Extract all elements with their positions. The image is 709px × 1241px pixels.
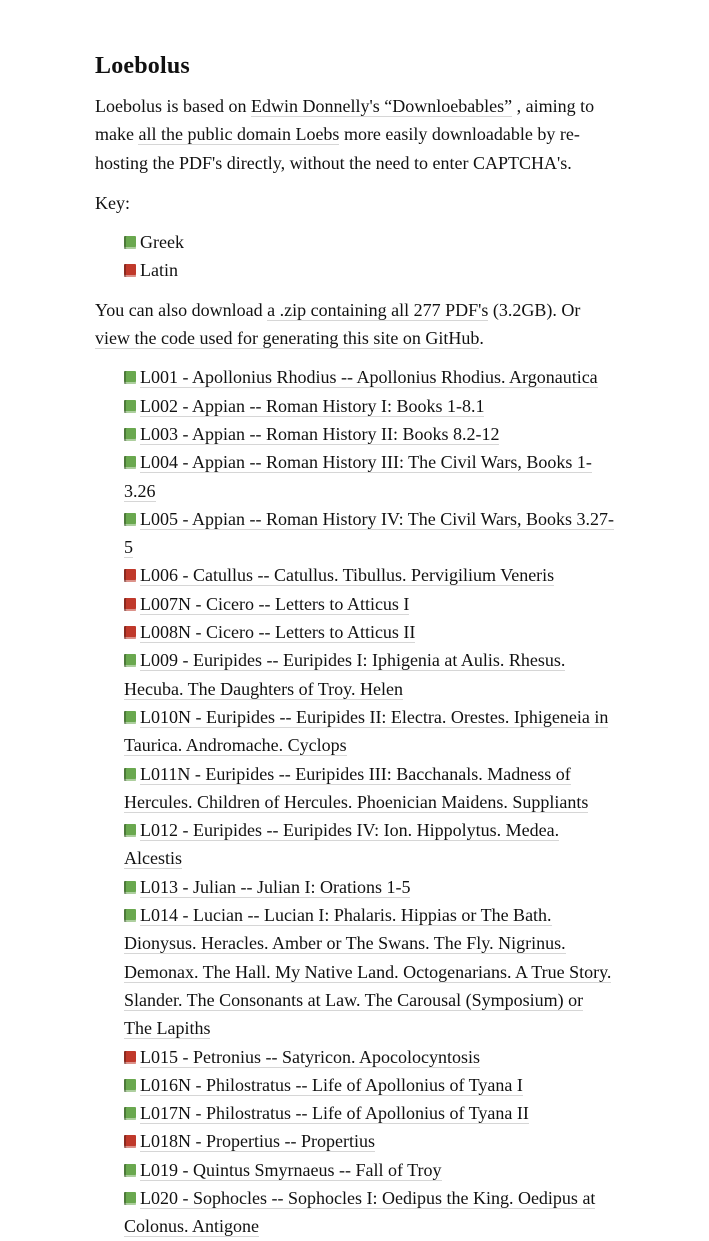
book-link[interactable]: L013 - Julian -- Julian I: Orations 1-5 bbox=[140, 876, 411, 897]
red-book-icon bbox=[124, 264, 136, 277]
red-book-icon bbox=[124, 598, 136, 611]
list-item bbox=[124, 873, 614, 901]
list-item bbox=[124, 561, 614, 589]
intro-text-after: more easily downloadable by re-hosting the PDF's directly, without the need to enter CAPTCHA's. bbox=[95, 124, 580, 173]
book-link[interactable]: L001 - Apollonius Rhodius -- Apollonius Rhodius. Argonautica bbox=[140, 367, 598, 388]
list-item bbox=[124, 901, 614, 1042]
green-book-icon bbox=[124, 768, 136, 781]
zip-download-link[interactable]: a .zip containing all 277 PDF's bbox=[267, 299, 489, 320]
key-list bbox=[95, 228, 614, 285]
book-link[interactable]: L014 - Lucian -- Lucian I: Phalaris. Hippias or The Bath. Dionysus. Heracles. Amber or The Swans. The Fly. Nigrinus. Demonax. The Hall. My Native Land. Octogenarians. A True Story. Slander. The Consonants at Law. The Carousal (Symposium) or The Lapiths bbox=[124, 905, 612, 1039]
green-book-icon bbox=[124, 1107, 136, 1120]
green-book-icon bbox=[124, 371, 136, 384]
key-item-greek bbox=[124, 228, 614, 256]
book-link[interactable]: L010N - Euripides -- Euripides II: Electra. Orestes. Iphigeneia in Taurica. Andromache. Cyclops bbox=[124, 706, 609, 756]
list-item bbox=[124, 1184, 614, 1241]
book-link[interactable]: L016N - Philostratus -- Life of Apollonius of Tyana I bbox=[140, 1074, 523, 1095]
green-book-icon bbox=[124, 909, 136, 922]
green-book-icon bbox=[124, 1164, 136, 1177]
key-item-label: Latin bbox=[140, 260, 178, 281]
book-link[interactable]: L008N - Cicero -- Letters to Atticus II bbox=[140, 622, 416, 643]
list-item bbox=[124, 1071, 614, 1099]
book-link[interactable]: L015 - Petronius -- Satyricon. Apocolocyntosis bbox=[140, 1046, 480, 1067]
key-item-latin bbox=[124, 256, 614, 284]
download-paragraph bbox=[95, 296, 614, 353]
downloebables-link[interactable]: Edwin Donnelly's “Downloebables” bbox=[250, 96, 513, 116]
list-item bbox=[124, 1127, 614, 1155]
list-item bbox=[124, 1156, 614, 1184]
red-book-icon bbox=[124, 1051, 136, 1064]
list-item bbox=[124, 816, 614, 873]
book-link[interactable]: L006 - Catullus -- Catullus. Tibullus. Pervigilium Veneris bbox=[140, 565, 555, 586]
intro-text-mid: , aiming to make bbox=[95, 96, 595, 145]
github-link[interactable]: view the code used for generating this site on GitHub bbox=[95, 328, 480, 349]
download-text-before: You can also download bbox=[95, 299, 268, 320]
green-book-icon bbox=[124, 654, 136, 667]
red-book-icon bbox=[124, 569, 136, 582]
list-item bbox=[124, 363, 614, 391]
list-item bbox=[124, 420, 614, 448]
green-book-icon bbox=[124, 428, 136, 441]
list-item bbox=[124, 760, 614, 817]
red-book-icon bbox=[124, 626, 136, 639]
book-link[interactable]: L011N - Euripides -- Euripides III: Bacchanals. Madness of Hercules. Children of Hercules. Phoenician Maidens. Suppliants bbox=[124, 763, 589, 812]
public-domain-loebs-link[interactable]: all the public domain Loebs bbox=[138, 124, 340, 145]
book-link[interactable]: L004 - Appian -- Roman History III: The Civil Wars, Books 1-3.26 bbox=[124, 452, 592, 501]
book-link[interactable]: L007N - Cicero -- Letters to Atticus I bbox=[140, 593, 410, 614]
book-link[interactable]: L002 - Appian -- Roman History I: Books 1-8.1 bbox=[140, 395, 485, 416]
green-book-icon bbox=[124, 236, 136, 249]
book-link[interactable]: L019 - Quintus Smyrnaeus -- Fall of Troy bbox=[140, 1159, 442, 1180]
green-book-icon bbox=[124, 711, 136, 724]
list-item bbox=[124, 392, 614, 420]
list-item bbox=[124, 618, 614, 646]
list-item bbox=[124, 1043, 614, 1071]
download-text-after: . bbox=[479, 328, 484, 349]
page-title: Loebolus bbox=[95, 53, 190, 79]
key-label: Key: bbox=[95, 192, 130, 213]
book-link[interactable]: L020 - Sophocles -- Sophocles I: Oedipus the King. Oedipus at Colonus. Antigone bbox=[124, 1187, 596, 1237]
list-item bbox=[124, 646, 614, 703]
key-item-label: Greek bbox=[140, 232, 184, 253]
red-book-icon bbox=[124, 1135, 136, 1148]
list-item bbox=[124, 448, 614, 505]
green-book-icon bbox=[124, 881, 136, 894]
book-link[interactable]: L005 - Appian -- Roman History IV: The Civil Wars, Books 3.27-5 bbox=[124, 508, 615, 558]
green-book-icon bbox=[124, 1079, 136, 1092]
book-list bbox=[95, 363, 614, 1240]
book-link[interactable]: L012 - Euripides -- Euripides IV: Ion. Hippolytus. Medea. Alcestis bbox=[124, 820, 560, 869]
download-text-mid: (3.2GB). Or bbox=[488, 299, 581, 320]
green-book-icon bbox=[124, 1192, 136, 1205]
list-item bbox=[124, 1099, 614, 1127]
green-book-icon bbox=[124, 824, 136, 837]
book-link[interactable]: L003 - Appian -- Roman History II: Books 8.2-12 bbox=[140, 423, 500, 444]
intro-paragraph bbox=[95, 92, 614, 177]
book-link[interactable]: L009 - Euripides -- Euripides I: Iphigenia at Aulis. Rhesus. Hecuba. The Daughters of Troy. Helen bbox=[124, 650, 566, 699]
book-link[interactable]: L017N - Philostratus -- Life of Apollonius of Tyana II bbox=[140, 1103, 529, 1124]
green-book-icon bbox=[124, 400, 136, 413]
green-book-icon bbox=[124, 456, 136, 469]
intro-text-before: Loebolus is based on bbox=[95, 96, 251, 116]
list-item bbox=[124, 590, 614, 618]
list-item bbox=[124, 505, 614, 562]
book-link[interactable]: L018N - Propertius -- Propertius bbox=[140, 1131, 375, 1152]
list-item bbox=[124, 703, 614, 760]
green-book-icon bbox=[124, 513, 136, 526]
